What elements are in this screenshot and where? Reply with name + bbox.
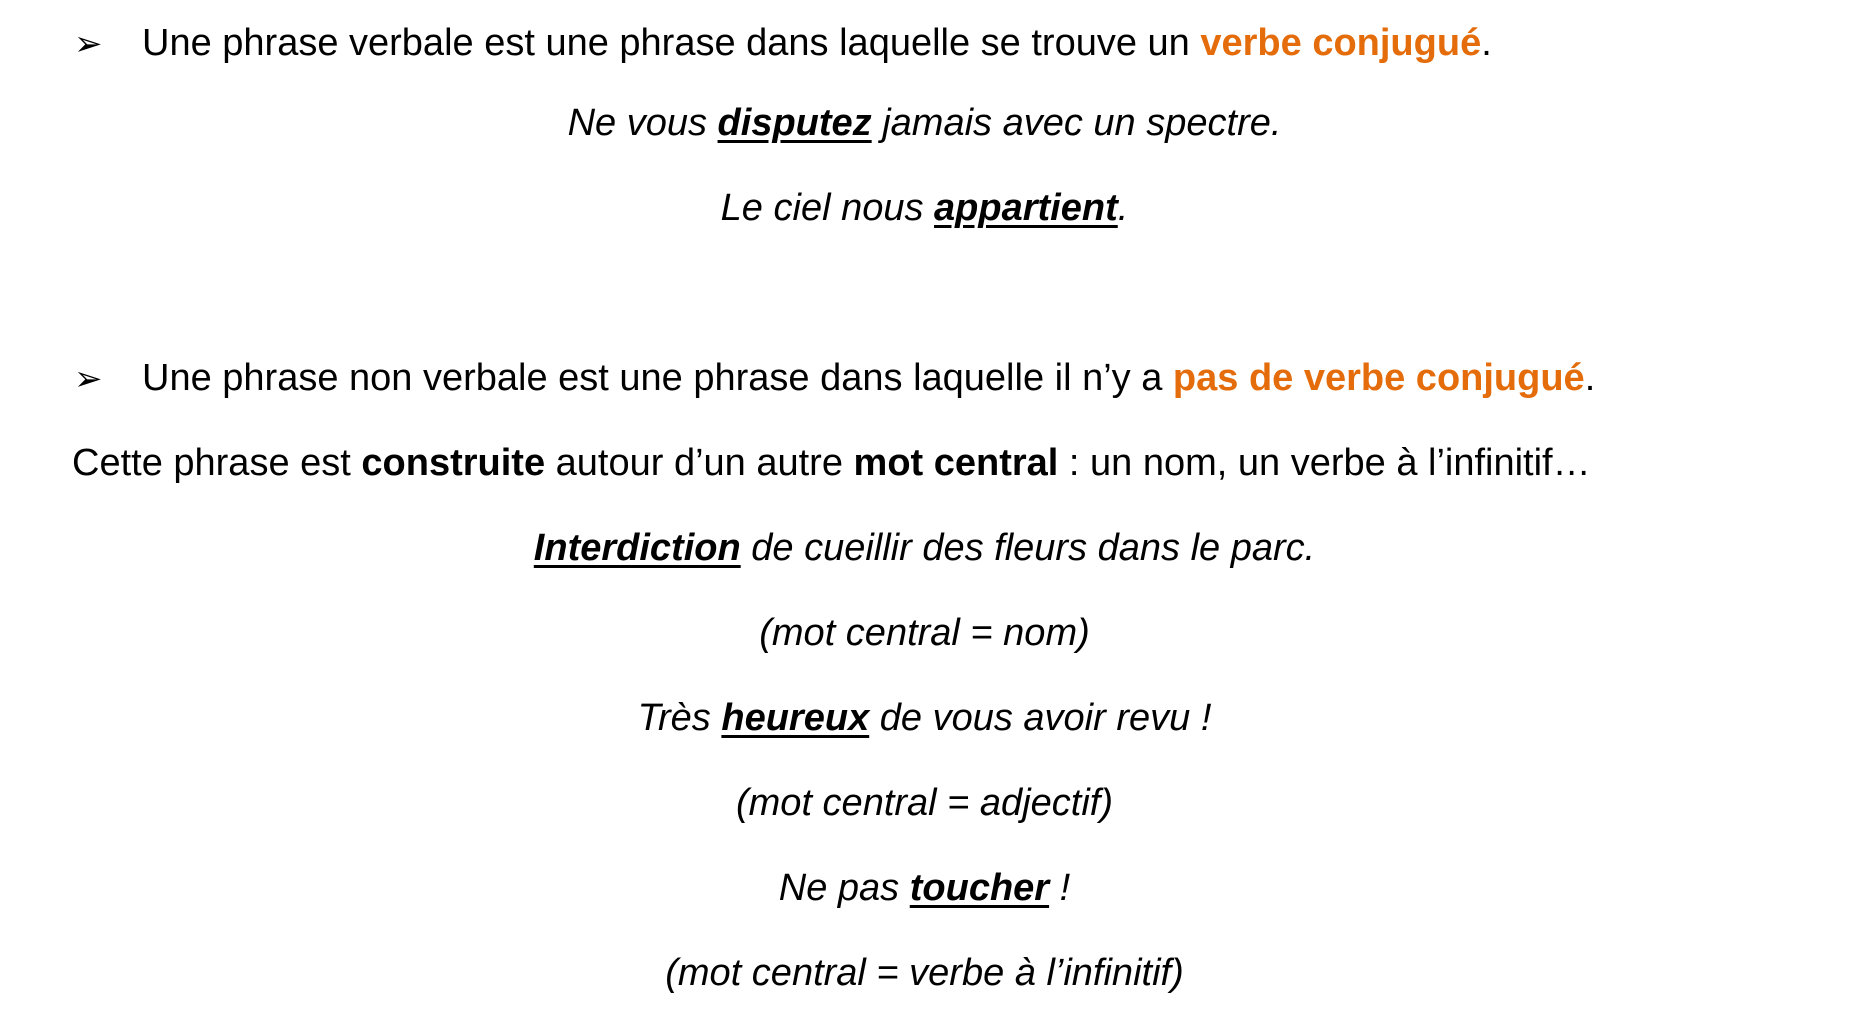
example-sentence [0,695,1849,741]
example-before: Ne pas [778,867,910,909]
example-after: de vous avoir revu ! [869,697,1212,739]
bold-term: mot central [853,442,1059,484]
explanation-text: : un nom, un verbe à l’infinitif… [1058,442,1591,484]
example-after: de cueillir des fleurs dans le parc. [740,527,1316,569]
nonverbal-definition [74,355,1595,402]
example-sentence [0,100,1849,146]
explanation-line [72,440,1591,486]
explanation-text: Cette phrase est [72,442,362,484]
highlight-term: pas de verbe conjugué [1172,357,1585,399]
key-word: disputez [717,102,872,144]
example-sentence [0,185,1849,231]
definition-end: . [1584,357,1596,399]
arrowhead-bullet-icon: ➢ [74,25,103,63]
definition-text: Une phrase non verbale est une phrase dans laquelle il n’y a [142,357,1173,399]
example-sentence [0,865,1849,911]
key-word: appartient [934,187,1118,229]
arrowhead-bullet-icon: ➢ [74,360,103,398]
example-sentence [0,525,1849,571]
example-after: ! [1049,867,1071,909]
key-word: heureux [721,697,870,739]
note-text: (mot central = nom) [759,612,1090,654]
example-note [0,610,1849,656]
example-note [0,950,1849,996]
key-word: Interdiction [533,527,741,569]
example-note [0,780,1849,826]
definition-end: . [1481,22,1492,64]
example-after: . [1117,187,1129,229]
note-text: (mot central = adjectif) [736,782,1113,824]
key-word: toucher [909,867,1050,909]
example-before: Très [637,697,722,739]
example-before: Le ciel nous [720,187,935,229]
example-before: Ne vous [567,102,718,144]
example-after: jamais avec un spectre. [871,102,1282,144]
explanation-text: autour d’un autre [545,442,854,484]
definition-text: Une phrase verbale est une phrase dans laquelle se trouve un [142,22,1201,64]
bold-term: construite [361,442,546,484]
verbal-definition [74,20,1492,67]
highlight-term: verbe conjugué [1200,22,1482,64]
note-text: (mot central = verbe à l’infinitif) [665,952,1184,994]
